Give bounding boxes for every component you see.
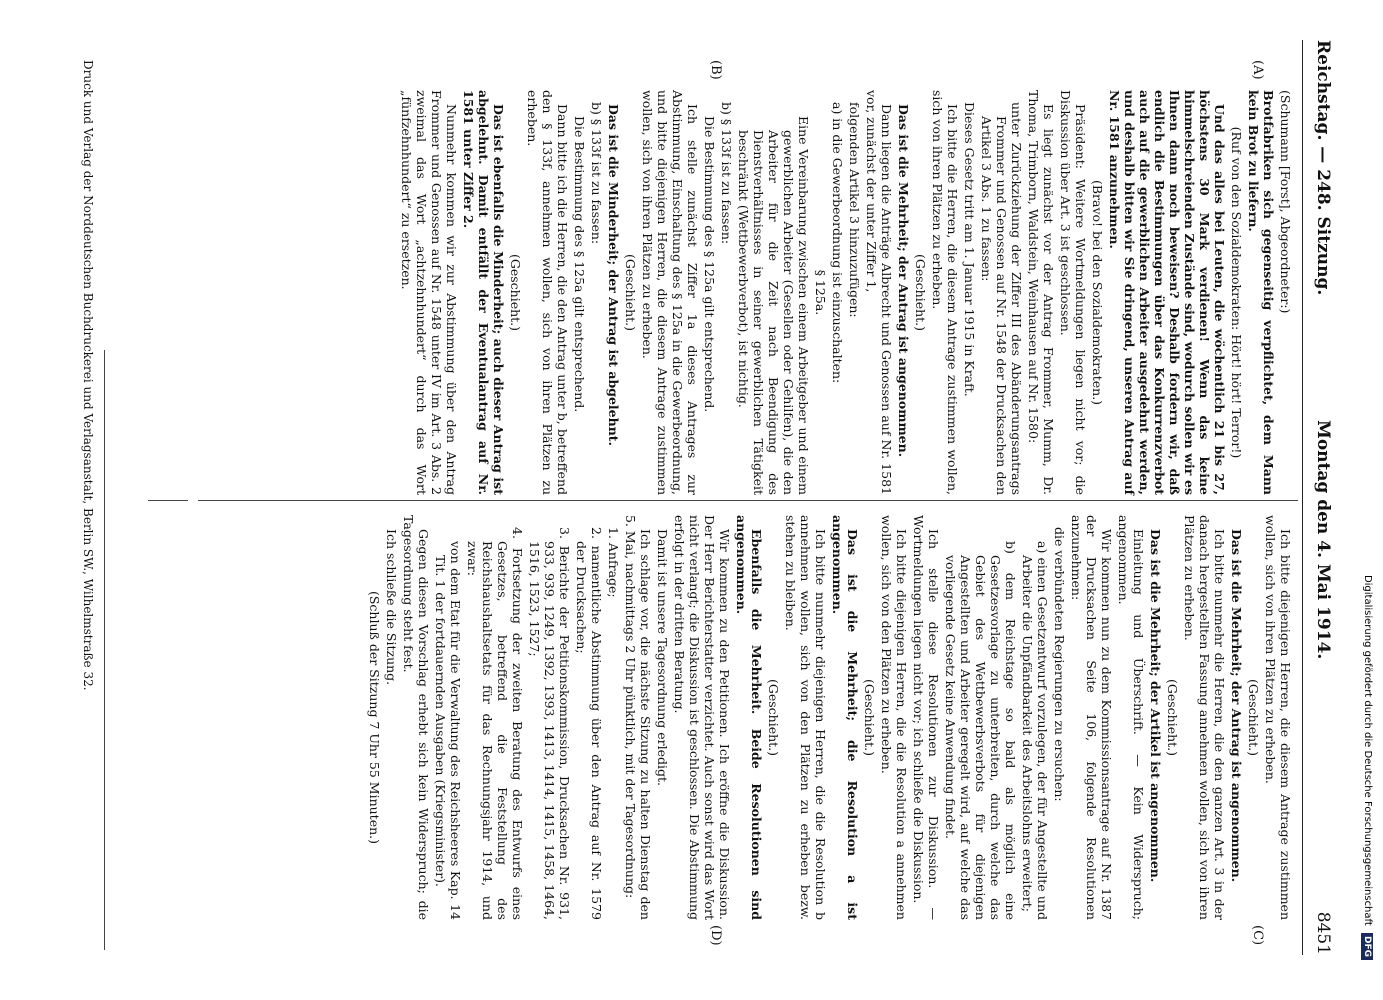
paragraph: Ich stelle zunächst Ziffer 1a dieses Antrages zur Abstimmung, Einschaltung des § 125a in die Gewerbeordnung, und bitte diejenigen Herren, die diesem Antrage zustimmen wollen, sich von ihren Plätzen zu erheben.: [640, 90, 700, 495]
result-statement: Das ist ebenfalls die Minderheit; auch dieser Antrag ist abgelehnt. Damit entfällt der Eventualantrag auf Nr. 1581 unter Ziffer 2.: [461, 90, 506, 495]
motion-text: Eine Vereinbarung zwischen einem Arbeitgeber und einem gewerblichen Arbeiter (Gesellen oder Gehilfen), die den Arbeiter für die Zeit nach Beendigung des Dienstverhältnisses in seiner gewerblichen Tätigkeit beschränkt (Wettbewerbverbot), ist nichtig.: [736, 116, 811, 495]
result-statement: Das ist die Mehrheit; der Artikel ist angenommen.: [1148, 529, 1163, 883]
paragraph: Und das alles bei Leuten, die wöchentlich 21 bis 27, höchstens 30 Mark verdienen! Wenn das keine himmelschreienden Zustände sind, wodurch sollen wir es Ihnen dann noch beweisen? Deshalb fordern wir, daß endlich die Bestimmungen über das Konkurrenzverbot auch auf die gewerblichen Arbeiter ausgedehnt werden, und deshalb bitten wir Sie dringend, unseren Antrag auf Nr. 1581 anzunehmen.: [1107, 90, 1227, 495]
motion-item: a) in die Gewerbeordnung ist einzuschalten:: [830, 102, 845, 384]
procedure-note: (Geschieht.): [913, 253, 928, 332]
resolution-b: b) dem Reichstage so bald als möglich eine Gesetzesvorlage zu unterbreiten, durch welche das Gebiet des Wettbewerbsverbots für diejenigen Angestellten und Arbeiter geregelt wird, auf welche das vorliegende Gesetz keine Anwendung findet.: [943, 541, 1018, 920]
margin-letter-d: (D): [708, 925, 723, 946]
motion-text: Die Bestimmung des § 125a gilt entsprechend.: [572, 116, 587, 413]
agenda-item: 1. Anfrage;: [606, 527, 621, 598]
paragraph: Ich schlage vor, die nächste Sitzung zu halten Dienstag den 5. Mai, nachmittags 2 Uhr pünktlich, mit der Tagesordnung:: [623, 515, 653, 920]
paragraph: Ich bitte die Herren, die diesem Antrage zustimmen wollen, sich von ihren Plätzen zu erheben.: [930, 90, 960, 495]
session-end-note: (Schluß der Sitzung 7 Uhr 55 Minuten.): [367, 590, 382, 844]
result-statement: Das ist die Minderheit; der Antrag ist abgelehnt.: [606, 104, 621, 446]
paragraph: Ich schließe die Sitzung.: [384, 529, 399, 686]
paragraph: Dann bitte ich die Herren, die den Antrag unter b, betreffend den § 133f, annehmen wollen, sich von ihren Plätzen zu erheben.: [525, 90, 570, 495]
page-header: [1305, 40, 1333, 955]
margin-letter-c: (C): [1250, 925, 1265, 946]
margin-letter-b: (B): [708, 60, 723, 80]
motion-text: Dieses Gesetz tritt am 1. Januar 1915 in Kraft.: [962, 102, 977, 397]
paragraph: Ich stelle diese Resolutionen zur Diskussion. — Wortmeldungen liegen nicht vor; ich schließe die Diskussion.: [911, 515, 941, 920]
dfg-logo: DFG: [1361, 933, 1373, 960]
column-divider-bottom: [148, 500, 188, 501]
paragraph: Brotfabriken sich gegenseitig verpflichtet, dem Mann kein Brot zu liefern.: [1246, 90, 1276, 495]
header-date: Montag den 4. Mai 1914.: [1313, 420, 1333, 660]
procedure-note: (Geschieht.): [1246, 678, 1261, 757]
motion-item: b) § 133f ist zu fassen:: [719, 102, 734, 245]
paragraph: Wir kommen nun zu dem Kommissionsantrage auf Nr. 1387 der Drucksachen Seite 106, folgende Resolutionen anzunehmen:: [1069, 515, 1114, 920]
motion-item: b) § 133f ist zu fassen:: [589, 102, 604, 245]
procedure-note: (Geschieht.): [1165, 678, 1180, 757]
result-statement: Ebenfalls die Mehrheit. Beide Resolutionen sind angenommen.: [734, 515, 764, 920]
margin-letter-a: (A): [1250, 60, 1265, 80]
paragraph: Dann liegen die Anträge Albrecht und Genossen auf Nr. 1581 vor, zunächst der unter Ziffer 1,: [864, 90, 894, 495]
header-rule: [1302, 40, 1303, 955]
agenda-subitem: von dem Etat für die Verwaltung des Reichsheeres Kap. 14 Tit. 1 der fortdauernden Ausgaben (Kriegsminister).: [433, 541, 463, 920]
paragraph: Ich bitte diejenigen Herren, die die Resolution a annehmen wollen, sich von den Plätzen zu erheben.: [879, 515, 909, 920]
paragraph: Es liegt zunächst vor der Antrag Frommer, Mumm, Dr. Thoma, Trimborn, Waldstein, Weinhausen auf Nr. 1580:: [1026, 90, 1056, 495]
motion-text: die verbündeten Regierungen zu ersuchen:: [1052, 527, 1067, 802]
column-divider: [198, 500, 1298, 501]
president-statement: Präsident: Weitere Wortmeldungen liegen nicht vor; die Diskussion über Art. 3 ist geschlossen.: [1058, 90, 1088, 495]
result-statement: Das ist die Mehrheit; die Resolution a ist angenommen.: [830, 515, 860, 920]
agenda-item: 2. namentliche Abstimmung über den Antrag auf Nr. 1579 der Drucksachen;: [574, 527, 604, 920]
left-column: [397, 90, 1293, 495]
paragraph: Damit ist unsere Tagesordnung erledigt.: [655, 529, 670, 787]
paragraph: Ich bitte diejenigen Herren, die diesem Antrage zustimmen wollen, sich von ihren Plätzen zu erheben.: [1263, 515, 1293, 920]
header-session: Reichstag. — 248. Sitzung.: [1313, 40, 1333, 296]
procedure-note: (Geschieht.): [862, 678, 877, 757]
printer-imprint: Druck und Verlag der Norddeutschen Buchdruckerei und Verlagsanstalt, Berlin SW., Wilhelmstraße 32.: [81, 60, 95, 691]
right-column: [365, 515, 1293, 920]
paragraph: Gegen diesen Vorschlag erhebt sich kein Widerspruch; die Tagesordnung steht fest.: [401, 515, 431, 920]
procedure-note: (Geschieht.): [766, 678, 781, 757]
resolution-a: a) einen Gesetzentwurf vorzulegen, der für Angestellte und Arbeiter die Unpfändbarkeit des Arbeitslohns erweitert;: [1020, 541, 1050, 920]
paragraph: Einleitung und Überschrift. — Kein Widerspruch; angenommen.: [1116, 515, 1146, 920]
motion-text: unter Zurückziehung der Ziffer III des Abänderungsantrags Frommer und Genossen auf Nr. 1548 der Drucksachen den Artikel 3 Abs. 1 zu fassen:: [979, 102, 1024, 495]
paragraph: Wir kommen zu den Petitionen. Ich eröffne die Diskussion. Der Herr Berichterstatter verzichtet. Auch sonst wird das Wort nicht verlangt; die Diskussion ist geschlossen. Die Abstimmung erfolgt in der dritten Beratung.: [672, 515, 732, 920]
result-statement: Das ist die Mehrheit; der Antrag ist angenommen.: [1229, 529, 1244, 883]
paragraph: Nunmehr kommen wir zur Abstimmung über den Antrag Frommer und Genossen auf Nr. 1548 unter IV im Art. 3 Abs. 2 zweimal das Wort „achtzehnhundert“ durch das Wort „fünfzehnhundert“ zu ersetzen.: [399, 90, 459, 495]
procedure-note: (Geschieht.): [623, 253, 638, 332]
procedure-note: (Geschieht.): [508, 253, 523, 332]
speaker-note: (Schumann [Forst], Abgeordneter:): [1278, 90, 1293, 314]
agenda-item: 4. Fortsetzung der zweiten Beratung des Entwurfs eines Gesetzes, betreffend die Feststellung des Reichshaushaltsetats für das Rechnungsjahr 1914, und zwar:: [465, 527, 525, 920]
footer-rule: [104, 350, 105, 950]
motion-text: folgenden Artikel 3 hinzuzufügen:: [847, 102, 862, 318]
paragraph: Ich bitte nunmehr die Herren, die den ganzen Art. 3 in der danach hergestellten Fassung annehmen wollen, sich von ihren Plätzen zu erheben.: [1182, 515, 1227, 920]
digitization-text: Digitalisierung gefördert durch die Deutsche Forschungsgemeinschaft: [1362, 574, 1373, 926]
motion-text: Die Bestimmung des § 125a gilt entsprechend.: [702, 116, 717, 413]
agenda-item: 3. Berichte der Petitionskommission, Drucksachen Nr. 931, 933, 939, 1249, 1392, 1393, 1413, 1414, 1415, 1458, 1464, 1516, 1523, 1527;: [527, 527, 572, 920]
paragraph: Ich bitte nunmehr diejenigen Herren, die die Resolution b annehmen wollen, sich von den Plätzen zu erheben bezw. stehen zu bleiben.: [783, 515, 828, 920]
digitization-notice: [1361, 40, 1373, 960]
applause-note: (Bravo! bei den Sozialdemokraten.): [1090, 179, 1105, 406]
interjection: (Ruf von den Sozialdemokraten: Hört! hört! Terror!): [1229, 126, 1244, 459]
section-heading: § 125a.: [813, 269, 828, 316]
result-statement: Das ist die Mehrheit; der Antrag ist angenommen.: [896, 104, 911, 458]
page-number: 8451: [1313, 911, 1333, 955]
